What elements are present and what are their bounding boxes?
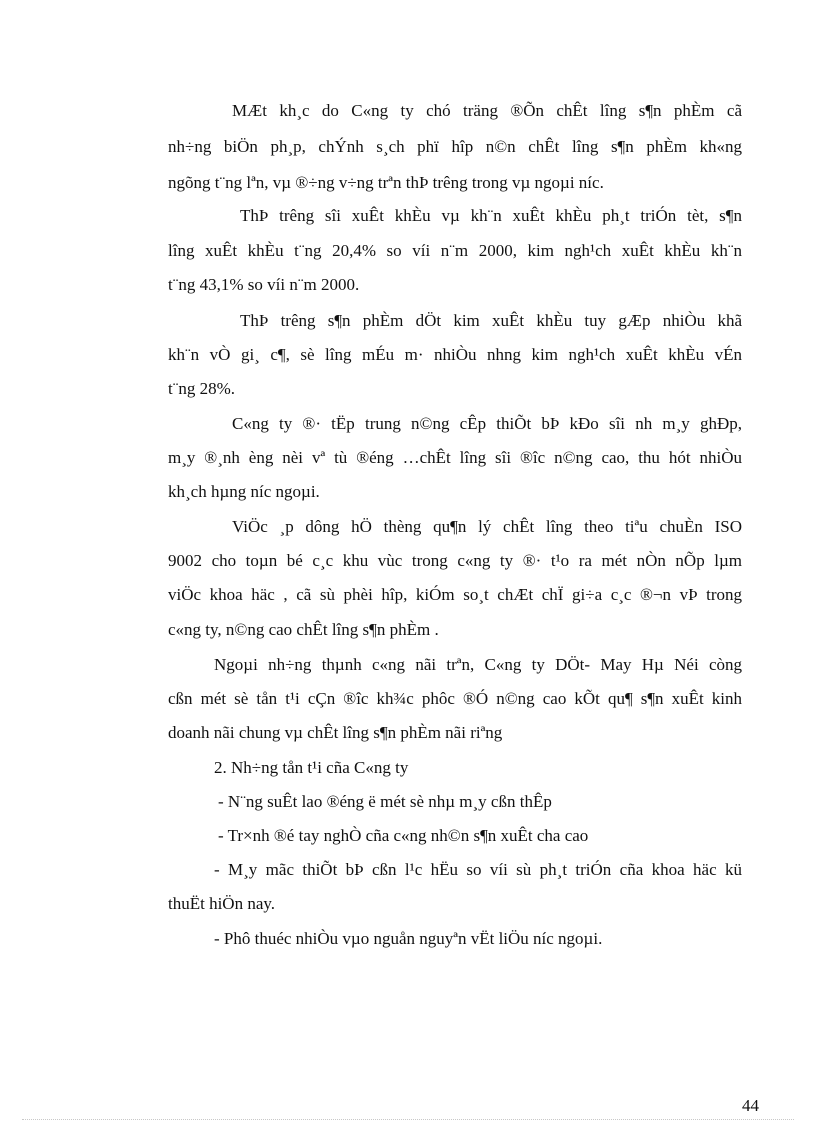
text-line: - N¨ng suÊt lao ®éng ë mét sè nhµ m¸y cßn thÊp bbox=[218, 792, 552, 811]
text-line: 2. Nh÷ng tån t¹i cña C«ng ty bbox=[214, 758, 409, 777]
text-line: lîng xuÊt khÈu t¨ng 20,4% so víi n¨m 2000, kim ngh¹ch xuÊt khÈu kh¨n bbox=[168, 241, 742, 260]
footer-divider bbox=[22, 1119, 794, 1120]
text-line: - M¸y mãc thiÕt bÞ cßn l¹c hËu so víi sù ph¸t triÓn cña khoa häc kü bbox=[214, 860, 742, 879]
text-line: kh¸ch hµng níc ngoµi. bbox=[168, 482, 320, 501]
text-line: c«ng ty, n©ng cao chÊt lîng s¶n phÈm . bbox=[168, 620, 439, 639]
text-line: ngõng t¨ng lªn, vµ ®÷ng v÷ng trªn thÞ trêng trong vµ ngoµi níc. bbox=[168, 173, 604, 192]
text-line: Ngoµi nh÷ng thµnh c«ng nãi trªn, C«ng ty DÖt- May Hµ Néi còng bbox=[214, 655, 742, 674]
text-line: doanh nãi chung vµ chÊt lîng s¶n phÈm nãi riªng bbox=[168, 723, 503, 742]
text-line: thuËt hiÖn nay. bbox=[168, 894, 276, 913]
text-line: ThÞ trêng sîi xuÊt khÈu vµ kh¨n xuÊt khÈu ph¸t triÓn tèt, s¶n bbox=[240, 206, 742, 225]
text-line: ViÖc ¸p dông hÖ thèng qu¶n lý chÊt lîng theo tiªu chuÈn ISO bbox=[232, 517, 742, 536]
text-line: kh¨n vÒ gi¸ c¶, sè lîng mÉu m· nhiÒu nhng kim ngh¹ch xuÊt khÈu vÉn bbox=[168, 345, 742, 364]
text-line: m¸y ®¸nh èng nèi vª tù ®éng …chÊt lîng sîi ®îc n©ng cao, thu hót nhiÒu bbox=[168, 448, 742, 467]
text-line: viÖc khoa häc , cã sù phèi hîp, kiÓm so¸t chÆt chÏ gi÷a c¸c ®¬n vÞ trong bbox=[168, 585, 742, 604]
text-line: nh÷ng biÖn ph¸p, chÝnh s¸ch phï hîp n©n chÊt lîng s¶n phÈm kh«ng bbox=[168, 137, 742, 156]
text-line: - Tr×nh ®é tay nghÒ cña c«ng nh©n s¶n xuÊt cha cao bbox=[218, 826, 589, 845]
text-line: C«ng ty ®· tËp trung n©ng cÊp thiÕt bÞ kÐo sîi nh m¸y ghÐp, bbox=[232, 414, 742, 433]
text-line: t¨ng 28%. bbox=[168, 379, 236, 398]
text-line: t¨ng 43,1% so víi n¨m 2000. bbox=[168, 275, 360, 294]
text-line: - Phô thuéc nhiÒu vµo nguån nguyªn vËt liÖu níc ngoµi. bbox=[214, 929, 603, 948]
text-line: ThÞ trêng s¶n phÈm dÖt kim xuÊt khÈu tuy gÆp nhiÒu khã bbox=[240, 311, 742, 330]
text-line: 9002 cho toµn bé c¸c khu vùc trong c«ng ty ®· t¹o ra mét nÒn nÕp lµm bbox=[168, 551, 742, 570]
text-line: cßn mét sè tån t¹i cÇn ®îc kh¾c phôc ®Ó n©ng cao kÕt qu¶ s¶n xuÊt kinh bbox=[168, 689, 742, 708]
text-line: MÆt kh¸c do C«ng ty chó träng ®Õn chÊt lîng s¶n phÈm cã bbox=[232, 101, 742, 120]
page-number: 44 bbox=[742, 1096, 759, 1115]
